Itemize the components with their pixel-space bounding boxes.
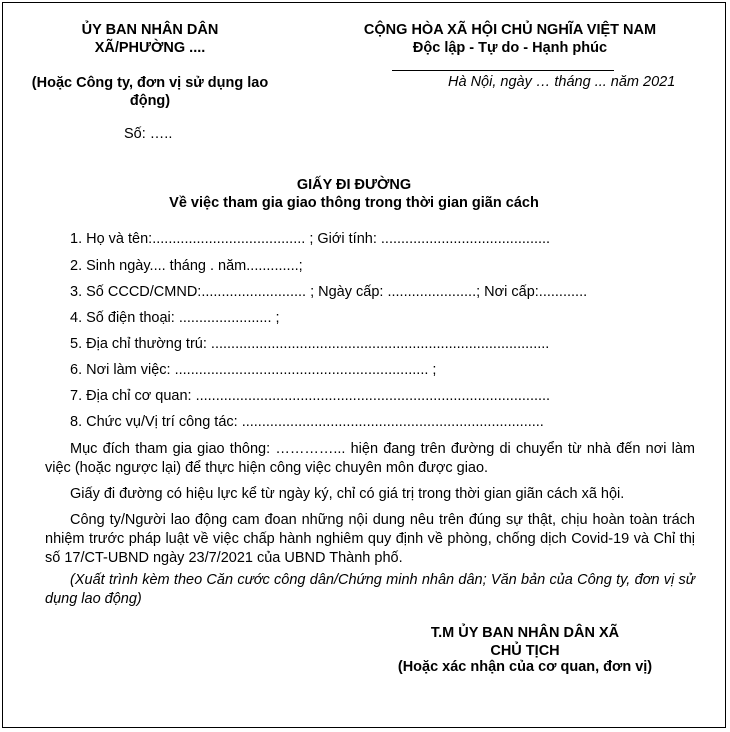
field-office-address: 7. Địa chỉ cơ quan: ........................................................................................ [70, 388, 551, 404]
field-position: 8. Chức vụ/Vị trí công tác: ........................................................................... [70, 414, 544, 430]
note-paragraph: (Xuất trình kèm theo Căn cước công dân/Chứng minh nhân dân; Văn bản của Công ty, đơn vị sử dụng lao động) [45, 572, 695, 607]
document-subtitle: Về việc tham gia giao thông trong thời gian giãn cách [169, 195, 539, 211]
alt-issuer-line2: động) [129, 93, 171, 109]
motto-underline [392, 70, 614, 71]
national-motto: Độc lập - Tự do - Hạnh phúc [412, 40, 608, 56]
signature-authority: T.M ỦY BAN NHÂN DÂN XÃ [430, 625, 620, 641]
signature-alt: (Hoặc xác nhận của cơ quan, đơn vị) [397, 659, 653, 675]
place-date: Hà Nội, ngày … tháng ... năm 2021 [448, 74, 676, 90]
commitment-paragraph: Công ty/Người lao động cam đoan những nội dung nêu trên đúng sự thật, chịu hoàn toàn trách nhiệm trước pháp luật về việc chấp hành nghiêm quy định về phòng, chống dịch Covid-19 và Chỉ thị số 17/CT-UBND ngày 23/7/2021 của UBND Thành phố. [45, 512, 695, 566]
field-id-card: 3. Số CCCD/CMND:.......................... ; Ngày cấp: ......................; Nơi cấp:............ [70, 284, 588, 300]
purpose-paragraph: Mục đích tham gia giao thông: …………... hiện đang trên đường di chuyển từ nhà đến nơi làm việc (hoặc ngược lại) để thực hiện công việc chuyên môn được giao. [45, 441, 695, 476]
validity-paragraph: Giấy đi đường có hiệu lực kể từ ngày ký, chỉ có giá trị trong thời gian giãn cách xã hội. [70, 486, 625, 502]
field-phone: 4. Số điện thoại: ....................... ; [70, 310, 280, 326]
alt-issuer-line1: (Hoặc Công ty, đơn vị sử dụng lao [31, 75, 269, 91]
document-title: GIẤY ĐI ĐƯỜNG [296, 177, 412, 193]
field-permanent-address: 5. Địa chỉ thường trú: .................................................................................... [70, 336, 550, 352]
authority-name: ỦY BAN NHÂN DÂN [81, 22, 219, 38]
signature-title: CHỦ TỊCH [490, 643, 560, 659]
ward-name: XÃ/PHƯỜNG .... [94, 40, 206, 56]
document-number: Số: ….. [124, 126, 173, 142]
field-workplace: 6. Nơi làm việc: ............................................................... ; [70, 362, 437, 378]
country-name: CỘNG HÒA XÃ HỘI CHỦ NGHĨA VIỆT NAM [363, 22, 657, 38]
field-birth-date: 2. Sinh ngày.... tháng . năm.............; [70, 258, 303, 274]
field-full-name: 1. Họ và tên:...................................... ; Giới tính: .......................................... [70, 231, 551, 247]
